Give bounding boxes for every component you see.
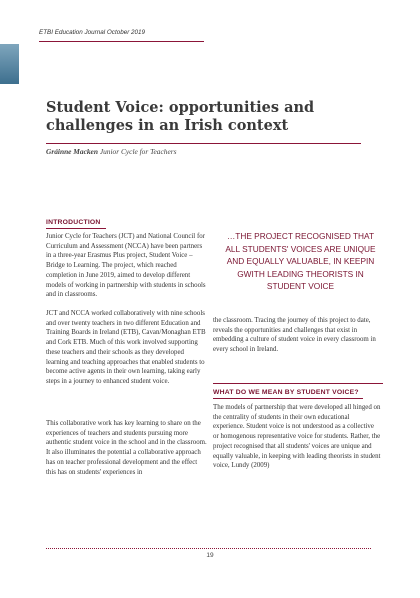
student-voice-paragraph: The models of partnership that were developed all hinged on the centrality of students in their own educational experience. Student voice is not understood as a collective or homogenous representative voice for students. Rather, the project recognised that all students' voices are unique and equally valuable, in keeping with leading theorists in student voice, Lundy (2009) <box>213 404 381 470</box>
section-top-rule <box>213 383 383 384</box>
pull-quote: …THE PROJECT RECOGNISED THAT ALL STUDENTS' VOICES ARE UNIQUE AND EQUALLY VALUABLE, IN KEEPIN GWITH LEADING THEORISTS IN STUDENT VOICE <box>225 231 376 292</box>
footer-rule <box>46 548 371 549</box>
student-voice-block <box>213 403 381 471</box>
intro-paragraph-3: This collaborative work has key learning to share on the experiences of teachers and students pursuing more authentic student voice in the school and in the classroom. It also illuminates the potential a collaborative approach has on teacher professional development and the effect this has on students' experiences in <box>46 420 207 476</box>
section-bottom-rule <box>213 398 363 399</box>
intro-paragraph-1: Junior Cycle for Teachers (JCT) and National Council for Curriculum and Assessment (NCCA) have been partners in a three-year Erasmus Plus project, Student Voice – Bridge to Learning. The project, which reached completion in June 2019, aimed to develop different models of working in partnership with students in schools and in classrooms. <box>46 233 206 299</box>
page-number: 19 <box>206 552 214 559</box>
article-title: Student Voice: opportunities and challenges in an Irish context <box>46 99 315 134</box>
intro-paragraph-1-block <box>46 232 207 300</box>
header-rule <box>39 41 204 42</box>
journal-header: ETBI Education Journal October 2019 <box>39 29 146 36</box>
introduction-rule <box>46 228 106 229</box>
author-line <box>46 147 366 156</box>
author-name: Gráinne Macken <box>46 147 98 156</box>
intro-paragraph-2-block <box>46 309 207 387</box>
student-voice-heading: WHAT DO WE MEAN BY STUDENT VOICE? <box>213 389 359 396</box>
continuation-paragraph: the classroom. Tracing the journey of this project to date, reveals the opportunities and challenges that exist in embedding a culture of student voice in every classroom in every school in Ireland. <box>213 317 376 354</box>
intro-paragraph-2: JCT and NCCA worked collaboratively with nine schools and over twenty teachers in two different Education and Training Boards in Ireland (ETB), Cavan/Monaghan ETB and Cork ETB. Much of this work involved supporting these teachers and their schools as they developed learning and teaching approaches that enabled students to become active agents in their own learning, taking early steps in a journey to enhanced student voice. <box>46 310 206 385</box>
continuation-block <box>213 316 381 355</box>
intro-paragraph-3-block <box>46 419 207 477</box>
title-rule <box>46 143 361 144</box>
author-affiliation: Junior Cycle for Teachers <box>99 147 177 156</box>
introduction-heading: INTRODUCTION <box>46 219 101 226</box>
decorative-blue-block <box>0 44 19 84</box>
